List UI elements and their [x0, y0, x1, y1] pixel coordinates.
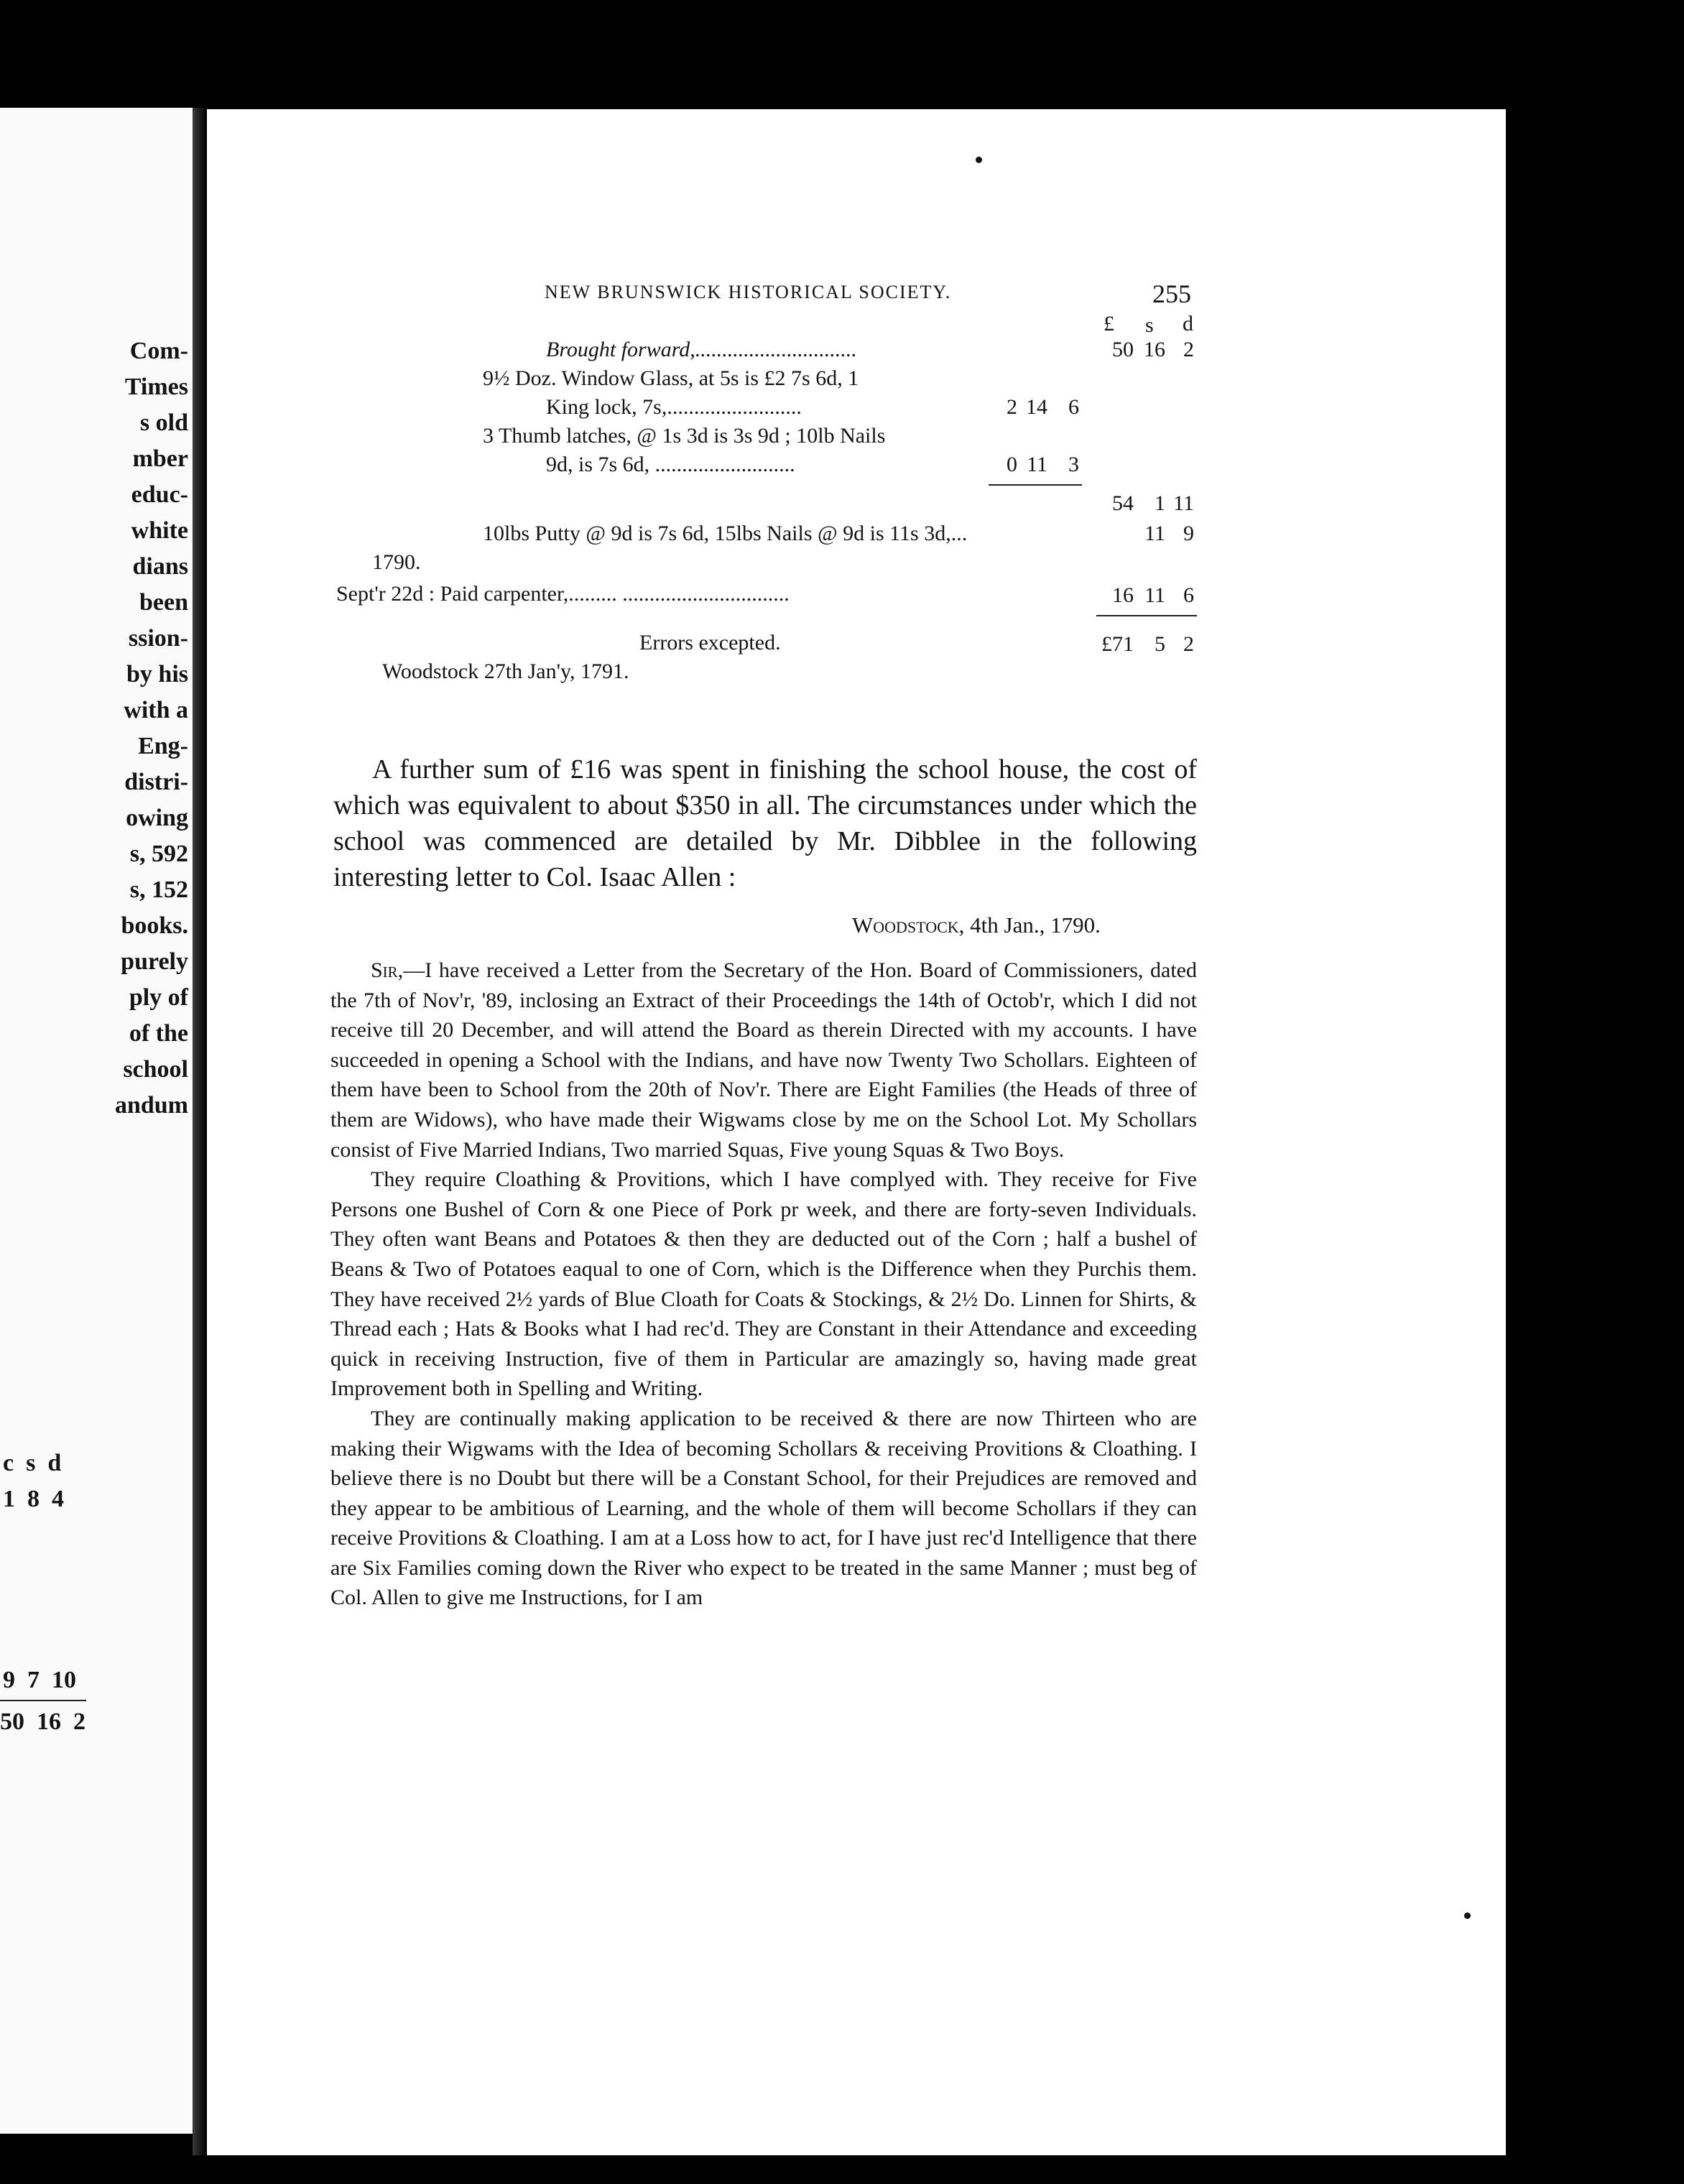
item-1-pound: 2 [1007, 395, 1017, 419]
left-margin-word: been [139, 589, 188, 616]
left-page-fragment [0, 108, 193, 2134]
intro-paragraph: A further sum of £16 was spent in finishing the school house, the cost of which was equivalent to about $350 in all. The circumstances under which the school was commenced are detailed by Mr. Dibblee in the following interesting letter to Col. Isaac Allen : [333, 754, 1197, 892]
left-margin-word: Com- [129, 338, 188, 364]
left-margin-word: ssion- [128, 625, 188, 652]
letter-place: Woodstock [852, 912, 959, 938]
item-2-s: 11 [1027, 453, 1047, 476]
total-rule [1096, 615, 1197, 616]
year-label: 1790. [372, 550, 421, 574]
subtotal-d: 11 [1173, 491, 1194, 515]
left-margin-word: educ- [131, 481, 188, 508]
right-page [207, 109, 1506, 2155]
left-margin-word: ply of [129, 984, 188, 1011]
left-number-row: 50 16 2 [0, 1708, 85, 1735]
item-3-s: 11 [1144, 522, 1165, 545]
letter-body [330, 956, 1197, 1613]
subtotal-s: 1 [1155, 491, 1165, 515]
item-2-line-1: 3 Thumb latches, @ 1s 3d is 3s 9d ; 10lb Nails [483, 424, 886, 448]
bf-pound: 50 [1112, 338, 1134, 361]
col-head-s: s [1145, 313, 1154, 337]
total-d: 2 [1183, 632, 1194, 656]
item-4-d: 6 [1183, 583, 1194, 607]
left-margin-word: s, 152 [129, 876, 188, 903]
item-1-line-2: King lock, 7s,......................... [546, 395, 802, 419]
page-number: 255 [1152, 279, 1191, 308]
item-3: 10lbs Putty @ 9d is 7s 6d, 15lbs Nails @ 9d is 11s 3d,... [483, 522, 968, 545]
left-margin-word: s, 592 [129, 841, 188, 867]
item-2-pound: 0 [1007, 453, 1017, 476]
ink-speck [976, 157, 982, 163]
left-margin-word: white [131, 517, 188, 544]
col-head-pound: £ [1104, 312, 1114, 336]
item-3-d: 9 [1183, 522, 1194, 545]
left-margin-word: school [123, 1056, 188, 1083]
item-2-d: 3 [1068, 453, 1079, 476]
letter-date: , 4th Jan., 1790. [958, 912, 1101, 938]
left-margin-word: mber [132, 445, 188, 472]
item-4-pound: 16 [1112, 583, 1134, 607]
left-margin-word: distri- [124, 769, 188, 795]
left-margin-word: andum [114, 1092, 188, 1119]
left-margin-word: Eng- [138, 733, 188, 759]
page-gutter [193, 108, 207, 2155]
brought-forward: Brought forward,.............................. [546, 338, 857, 361]
letter-paragraph [330, 956, 1197, 1165]
left-margin-word: Times [124, 374, 188, 400]
left-margin-word: books. [121, 912, 188, 939]
item-1-line-1: 9½ Doz. Window Glass, at 5s is £2 7s 6d, 1 [483, 366, 859, 390]
item-1-s: 14 [1026, 395, 1047, 419]
left-margin-word: s old [139, 410, 188, 436]
running-head: NEW BRUNSWICK HISTORICAL SOCIETY. [545, 282, 952, 302]
errors-excepted: Errors excepted. [639, 631, 781, 654]
left-margin-word: by his [126, 661, 188, 688]
item-2-line-2: 9d, is 7s 6d, .......................... [546, 453, 795, 476]
letter-dateline [852, 912, 1101, 938]
left-number-row: 9 7 10 [3, 1667, 76, 1693]
left-number-row: 1 8 4 [3, 1486, 64, 1512]
col-head-d: d [1183, 312, 1193, 336]
bf-d: 2 [1183, 338, 1194, 361]
left-margin-word: purely [121, 948, 188, 975]
letter-paragraph-1-text: —I have received a Letter from the Secretary of the Hon. Board of Commissioners, dated the 7th of Nov'r, '89, inclosing an Extract of their Proceedings the 14th of Octob'r, which I did not receive till 20 December, and will attend the Board as therein Directed with my accounts. I have succeeded in opening a School with the Indians, and have now Twenty Two Schollars. Eighteen of them have been to School from the 20th of Nov'r. There are Eight Families (the Heads of three of them are Widows), who have made their Wigwams close by me on the School Lot. My Schollars consist of Five Married Indians, Two married Squas, Five young Squas & Two Boys. [330, 958, 1197, 1162]
left-margin-word: with a [124, 697, 188, 723]
item-4-s: 11 [1144, 583, 1165, 607]
place-date: Woodstock 27th Jan'y, 1791. [382, 660, 629, 683]
bf-s: 16 [1144, 338, 1165, 361]
subtotal-rule [989, 484, 1082, 486]
subtotal-pound: 54 [1112, 491, 1134, 515]
item-1-d: 6 [1068, 395, 1079, 419]
letter-paragraph: They require Cloathing & Provitions, which I have complyed with. They receive for Five Persons one Bushel of Corn & one Piece of Pork pr week, and there are forty-seven Individuals. They often want Beans and Potatoes & then they are deducted out of the Corn ; half a bushel of Beans & Two of Potatoes eaqual to one of Corn, which is the Difference when they Purchis them. They have received 2½ yards of Blue Cloath for Coats & Stockings, & 2½ Do. Linnen for Shirts, & Thread each ; Hats & Books what I had rec'd. They are Constant in their Attendance and exceeding quick in receiving Instruction, five of them in Particular are amazingly so, having made great Improvement both in Spelling and Writing. [330, 1167, 1197, 1401]
letter-paragraph: They are continually making application to be received & there are now Thirteen who are making their Wigwams with the Idea of becoming Schollars & receiving Provitions & Cloathing. I believe there is no Doubt but there will be a Constant School, for their Prejudices are removed and they appear to be ambitious of Learning, and the whole of them will become Schollars if they can receive Provitions & Cloathing. I am at a Loss how to act, for I have just rec'd Intelligence that there are Six Families coming down the River who expect to be treated in the same Manner ; must beg of Col. Allen to give me Instructions, for I am [330, 1406, 1197, 1610]
letter-salutation: Sir, [371, 958, 404, 982]
total-pound: £71 [1101, 632, 1134, 656]
left-margin-word: dians [132, 553, 188, 580]
left-margin-word: owing [126, 805, 188, 831]
total-s: 5 [1155, 632, 1165, 656]
item-4: Sept'r 22d : Paid carpenter,......... ............................... [336, 582, 790, 606]
left-column-headers: c s d [3, 1450, 62, 1476]
ink-speck [1464, 1912, 1471, 1919]
left-margin-word: of the [129, 1020, 188, 1047]
left-total-rule [0, 1700, 86, 1701]
